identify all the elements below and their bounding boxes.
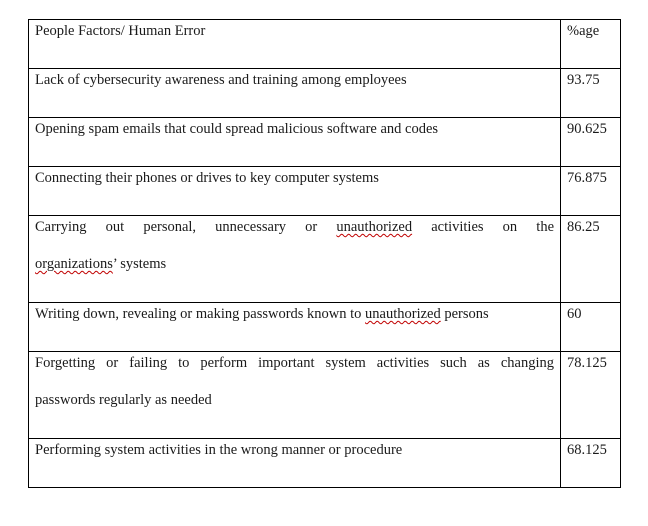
spellcheck-word: unauthorized [365,306,441,322]
factor-line-1: Carrying out personal, unnecessary or unauthorized activities on the [35,219,554,235]
percentage-cell: 78.125 [561,352,621,439]
factor-cell: Performing system activities in the wrong manner or procedure [29,439,561,488]
factor-cell [29,352,561,439]
factor-cell: Opening spam emails that could spread malicious software and codes [29,118,561,167]
percentage-cell: 60 [561,303,621,352]
factor-cell [29,216,561,303]
spellcheck-word: unauthorized [336,219,413,235]
table-row [29,118,621,167]
percentage-cell: 68.125 [561,439,621,488]
human-error-table [28,19,621,488]
factor-cell: Lack of cybersecurity awareness and training among employees [29,69,561,118]
header-percentage-cell: %age [561,20,621,69]
table-row [29,303,621,352]
percentage-cell: 86.25 [561,216,621,303]
factor-cell: Writing down, revealing or making passwords known to unauthorized persons [29,303,561,352]
table-row [29,352,621,439]
percentage-cell: 93.75 [561,69,621,118]
factor-line-2: passwords regularly as needed [35,392,212,408]
table-row [29,69,621,118]
spellcheck-word: organizations [35,256,113,272]
factor-line-1: Forgetting or failing to perform important system activities such as changing [35,355,554,371]
header-factor-cell: People Factors/ Human Error [29,20,561,69]
table-header-row [29,20,621,69]
factor-line-2: organizations’ systems [35,256,167,272]
percentage-cell: 76.875 [561,167,621,216]
factor-cell: Connecting their phones or drives to key computer systems [29,167,561,216]
table-row [29,216,621,303]
table-row [29,439,621,488]
table-row [29,167,621,216]
percentage-cell: 90.625 [561,118,621,167]
human-error-table-container [28,19,620,488]
